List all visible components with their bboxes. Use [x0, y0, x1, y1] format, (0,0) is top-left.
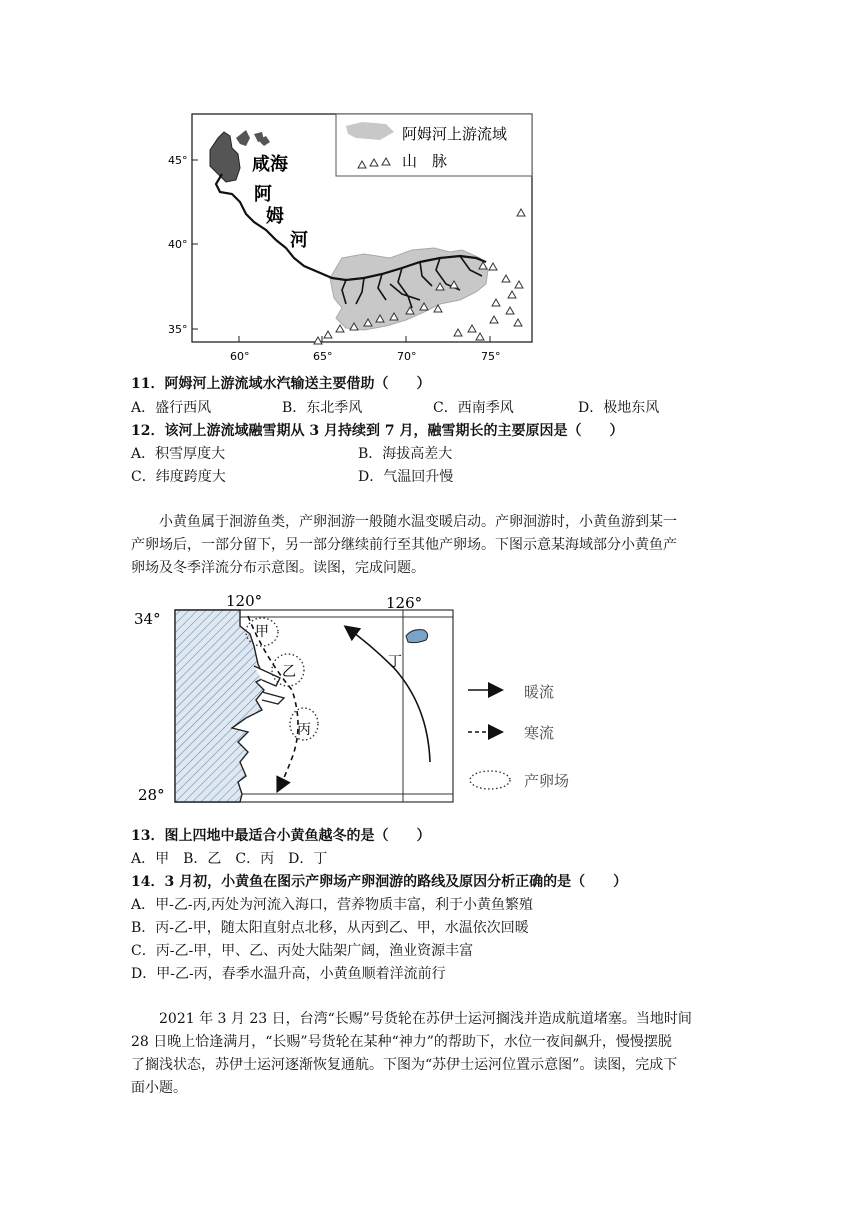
site-yi-label: 乙	[282, 664, 296, 680]
q12-option-b[interactable]: B．海拔高差大	[358, 446, 453, 462]
river-char-2: 姆	[266, 206, 284, 227]
lat-label-45: 45°	[168, 154, 188, 167]
q11-option-d[interactable]: D．极地东风	[578, 400, 660, 416]
lon-right-label: 126°	[386, 594, 423, 612]
amu-darya-map	[150, 108, 540, 370]
passage1-line2: 产卵场后，一部分留下，另一部分继续前行至其他产卵场。下图示意某海域部分小黄鱼产	[131, 537, 677, 553]
lat-top-label: 34°	[134, 610, 161, 628]
lat-label-40: 40°	[168, 238, 188, 251]
site-ding-label: 丁	[388, 654, 402, 670]
q11-option-c[interactable]: C．西南季风	[433, 400, 514, 416]
passage2-line3: 了搁浅状态，苏伊士运河逐渐恢复通航。下图为“苏伊士运河位置示意图”。读图，完成下	[131, 1057, 678, 1073]
q14-option-a[interactable]: A．甲-乙-丙,丙处为河流入海口，营养物质丰富，利于小黄鱼繁殖	[131, 897, 534, 913]
legend-cold-label: 寒流	[524, 724, 555, 742]
q11-stem: 11．阿姆河上游流域水汽输送主要借助（ ）	[131, 376, 431, 392]
passage2-line4: 面小题。	[131, 1080, 187, 1096]
legend-spawn-swatch	[470, 771, 510, 789]
q13-stem: 13．图上四地中最适合小黄鱼越冬的是（ ）	[131, 828, 431, 844]
lat-bottom-label: 28°	[138, 786, 165, 804]
legend-spawn-label: 产卵场	[524, 772, 570, 790]
lon-label-75: 75°	[481, 350, 501, 363]
passage1-line1: 小黄鱼属于洄游鱼类，产卵洄游一般随水温变暖启动。产卵洄游时，小黄鱼游到某一	[159, 514, 677, 530]
passage2-line1: 2021 年 3 月 23 日，台湾“长赐”号货轮在苏伊士运河搁浅并造成航道堵塞。当地时间	[159, 1011, 692, 1027]
q14-stem: 14．3 月初，小黄鱼在图示产卵场产卵洄游的路线及原因分析正确的是（ ）	[131, 874, 628, 890]
river-char-1: 阿	[254, 184, 272, 205]
aral-sea-label: 咸海	[252, 154, 288, 175]
q12-stem: 12．该河上游流域融雪期从 3 月持续到 7 月，融雪期长的主要原因是（ ）	[131, 423, 624, 439]
site-bing-label: 丙	[297, 722, 311, 738]
passage1-line3: 卵场及冬季洋流分布示意图。读图，完成问题。	[131, 560, 425, 576]
lon-label-60: 60°	[230, 350, 250, 363]
legend-mountain-label: 山 脉	[402, 152, 448, 170]
legend-warm-label: 暖流	[524, 683, 555, 701]
q14-option-b[interactable]: B．丙-乙-甲，随太阳直射点北移，从丙到乙、甲，水温依次回暖	[131, 920, 529, 936]
q13-options[interactable]: A．甲 B．乙 C．丙 D．丁	[131, 851, 328, 867]
q11-option-a[interactable]: A．盛行西风	[131, 400, 212, 416]
q12-option-d[interactable]: D．气温回升慢	[358, 469, 454, 485]
lon-label-65: 65°	[313, 350, 333, 363]
q12-option-a[interactable]: A．积雪厚度大	[131, 446, 226, 462]
q14-option-c[interactable]: C．丙-乙-甲，甲、乙、丙处大陆架广阔，渔业资源丰富	[131, 943, 474, 959]
lon-label-70: 70°	[397, 350, 417, 363]
site-jia-label: 甲	[255, 624, 269, 640]
lat-label-35: 35°	[168, 323, 188, 336]
q12-option-c[interactable]: C．纬度跨度大	[131, 469, 226, 485]
passage2-line2: 28 日晚上恰逢满月，“长赐”号货轮在某种“神力”的帮助下，水位一夜间飙升，慢慢摆脱	[131, 1034, 672, 1050]
q14-option-d[interactable]: D．甲-乙-丙，春季水温升高，小黄鱼顺着洋流前行	[131, 966, 446, 982]
legend-basin-label: 阿姆河上游流域	[402, 125, 508, 143]
q11-option-b[interactable]: B．东北季风	[282, 400, 363, 416]
lon-left-label: 120°	[226, 592, 263, 610]
river-char-3: 河	[290, 230, 308, 251]
croaker-map	[128, 586, 598, 810]
